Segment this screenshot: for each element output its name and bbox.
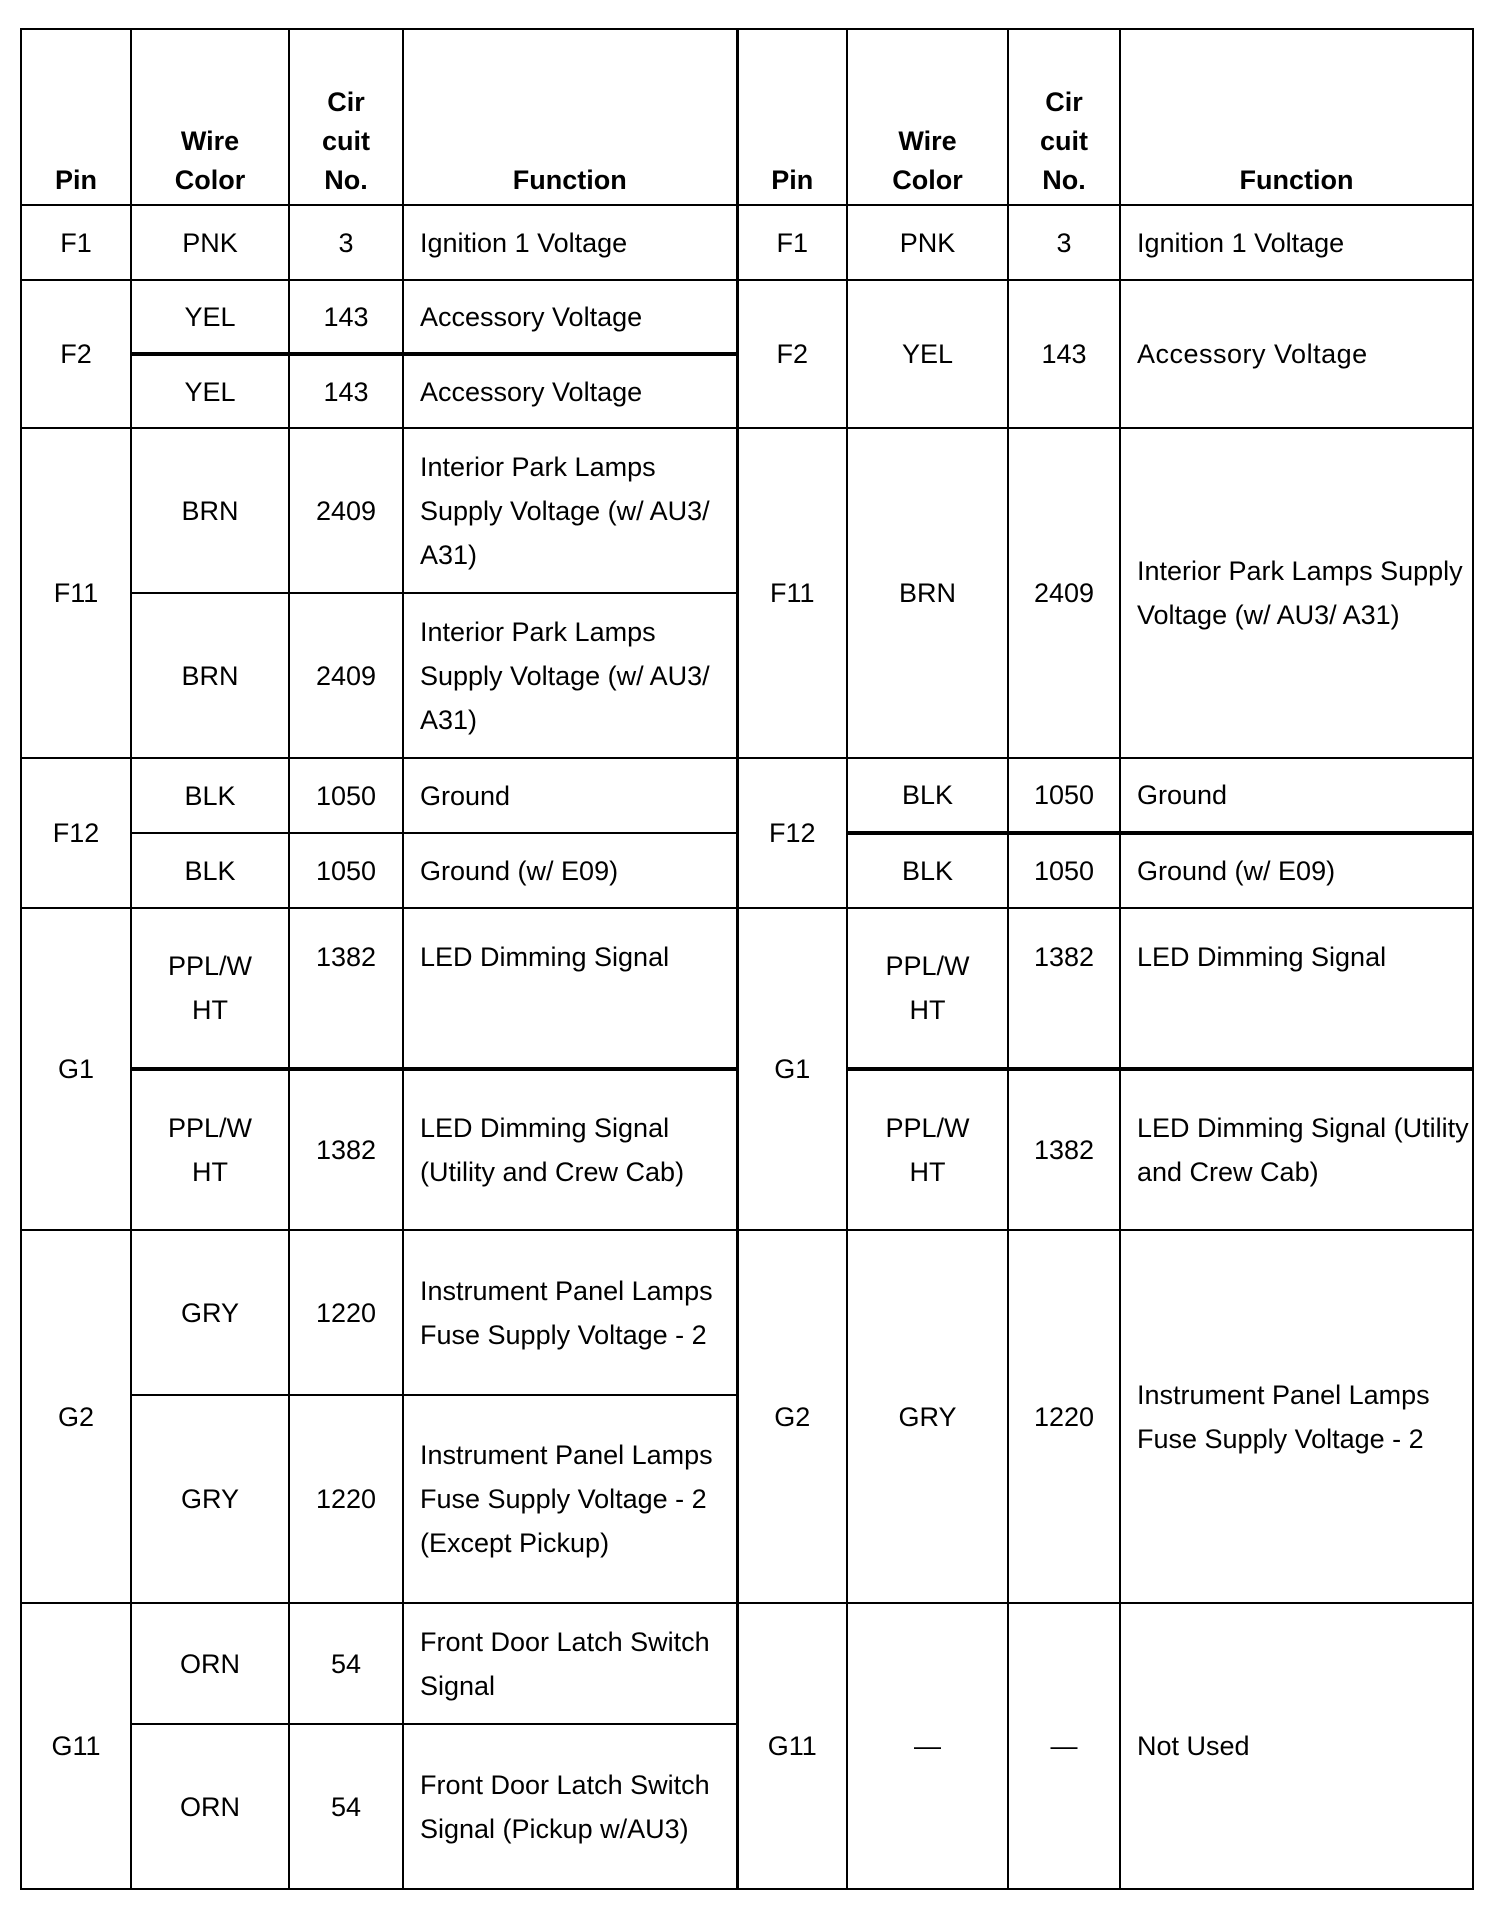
pin-cell: G1 xyxy=(737,908,847,1230)
table-row xyxy=(21,1230,1473,1395)
wire-color-cell: PPL/W HT xyxy=(131,908,289,1069)
pin-cell: G1 xyxy=(21,908,131,1230)
table-row xyxy=(21,280,1473,354)
wire-color-cell: BLK xyxy=(131,758,289,833)
wire-color-cell: BRN xyxy=(847,428,1008,758)
function-cell: Accessory Voltage xyxy=(1120,280,1473,428)
wire-color-cell: GRY xyxy=(131,1395,289,1603)
function-cell: Interior Park Lamps Supply Voltage (w/ AU3/ A31) xyxy=(403,428,737,593)
function-cell: LED Dimming Signal (Utility and Crew Cab) xyxy=(403,1069,737,1230)
circuit-cell: 1050 xyxy=(289,758,403,833)
pin-cell: F12 xyxy=(21,758,131,908)
circuit-cell: 143 xyxy=(1008,280,1120,428)
wire-color-cell: BRN xyxy=(131,593,289,758)
circuit-cell: 1382 xyxy=(289,908,403,1069)
pin-cell: F1 xyxy=(21,205,131,280)
circuit-cell: 1220 xyxy=(1008,1230,1120,1603)
header-circuit-right: Cir cuit No. xyxy=(1008,29,1120,205)
circuit-cell: — xyxy=(1008,1603,1120,1889)
function-cell: Interior Park Lamps Supply Voltage (w/ AU3/ A31) xyxy=(1120,428,1473,758)
circuit-cell: 1050 xyxy=(289,833,403,908)
wire-color-cell: BLK xyxy=(131,833,289,908)
pin-cell: G2 xyxy=(737,1230,847,1603)
header-function-left: Function xyxy=(403,29,737,205)
function-cell: Not Used xyxy=(1120,1603,1473,1889)
circuit-cell: 54 xyxy=(289,1603,403,1724)
function-cell: Ground (w/ E09) xyxy=(403,833,737,908)
header-function-right: Function xyxy=(1120,29,1473,205)
function-cell: Ignition 1 Voltage xyxy=(1120,205,1473,280)
wire-color-cell: PNK xyxy=(847,205,1008,280)
wire-color-cell: YEL xyxy=(131,354,289,428)
function-cell: Instrument Panel Lamps Fuse Supply Voltage - 2 xyxy=(403,1230,737,1395)
circuit-cell: 1382 xyxy=(1008,908,1120,1069)
circuit-cell: 143 xyxy=(289,280,403,354)
pin-cell: F11 xyxy=(737,428,847,758)
circuit-cell: 1220 xyxy=(289,1230,403,1395)
circuit-cell: 2409 xyxy=(1008,428,1120,758)
circuit-cell: 2409 xyxy=(289,593,403,758)
table-row xyxy=(21,205,1473,280)
circuit-cell: 2409 xyxy=(289,428,403,593)
wire-color-cell: GRY xyxy=(847,1230,1008,1603)
wire-color-cell: PPL/W HT xyxy=(847,908,1008,1069)
header-wire-color-right: Wire Color xyxy=(847,29,1008,205)
function-cell: Front Door Latch Switch Signal (Pickup w/AU3) xyxy=(403,1724,737,1889)
wire-color-cell: PPL/W HT xyxy=(131,1069,289,1230)
pin-cell: F11 xyxy=(21,428,131,758)
circuit-cell: 1382 xyxy=(1008,1069,1120,1230)
header-pin-right: Pin xyxy=(737,29,847,205)
wire-color-cell: PNK xyxy=(131,205,289,280)
pinout-table xyxy=(20,28,1474,1890)
circuit-cell: 1050 xyxy=(1008,758,1120,833)
pin-cell: G11 xyxy=(737,1603,847,1889)
circuit-cell: 54 xyxy=(289,1724,403,1889)
pin-cell: F2 xyxy=(21,280,131,428)
table-row xyxy=(21,908,1473,1069)
wire-color-cell: ORN xyxy=(131,1724,289,1889)
circuit-cell: 143 xyxy=(289,354,403,428)
function-cell: Ground xyxy=(403,758,737,833)
function-cell: Instrument Panel Lamps Fuse Supply Voltage - 2 xyxy=(1120,1230,1473,1603)
pin-cell: F12 xyxy=(737,758,847,908)
function-cell: Ground xyxy=(1120,758,1473,833)
wire-color-cell: GRY xyxy=(131,1230,289,1395)
pin-cell: F1 xyxy=(737,205,847,280)
wire-color-cell: YEL xyxy=(131,280,289,354)
table-row xyxy=(21,1603,1473,1724)
pin-cell: G11 xyxy=(21,1603,131,1889)
pin-cell: G2 xyxy=(21,1230,131,1603)
wire-color-cell: PPL/W HT xyxy=(847,1069,1008,1230)
wire-color-cell: — xyxy=(847,1603,1008,1889)
function-cell: Instrument Panel Lamps Fuse Supply Voltage - 2 (Except Pickup) xyxy=(403,1395,737,1603)
header-row xyxy=(21,29,1473,205)
function-cell: LED Dimming Signal xyxy=(1120,908,1473,1069)
pin-cell: F2 xyxy=(737,280,847,428)
function-cell: Accessory Voltage xyxy=(403,280,737,354)
circuit-cell: 3 xyxy=(1008,205,1120,280)
table-row xyxy=(21,428,1473,593)
wire-color-cell: ORN xyxy=(131,1603,289,1724)
function-cell: Front Door Latch Switch Signal xyxy=(403,1603,737,1724)
circuit-cell: 1220 xyxy=(289,1395,403,1603)
header-wire-color-left: Wire Color xyxy=(131,29,289,205)
wire-color-cell: BLK xyxy=(847,758,1008,833)
function-cell: Ground (w/ E09) xyxy=(1120,833,1473,908)
wire-color-cell: YEL xyxy=(847,280,1008,428)
circuit-cell: 1382 xyxy=(289,1069,403,1230)
header-circuit-left: Cir cuit No. xyxy=(289,29,403,205)
function-cell: Accessory Voltage xyxy=(403,354,737,428)
function-cell: LED Dimming Signal (Utility and Crew Cab) xyxy=(1120,1069,1473,1230)
wire-color-cell: BLK xyxy=(847,833,1008,908)
header-pin-left: Pin xyxy=(21,29,131,205)
circuit-cell: 1050 xyxy=(1008,833,1120,908)
function-cell: Ignition 1 Voltage xyxy=(403,205,737,280)
wire-color-cell: BRN xyxy=(131,428,289,593)
function-cell: LED Dimming Signal xyxy=(403,908,737,1069)
function-cell: Interior Park Lamps Supply Voltage (w/ AU3/ A31) xyxy=(403,593,737,758)
circuit-cell: 3 xyxy=(289,205,403,280)
table-row xyxy=(21,758,1473,833)
